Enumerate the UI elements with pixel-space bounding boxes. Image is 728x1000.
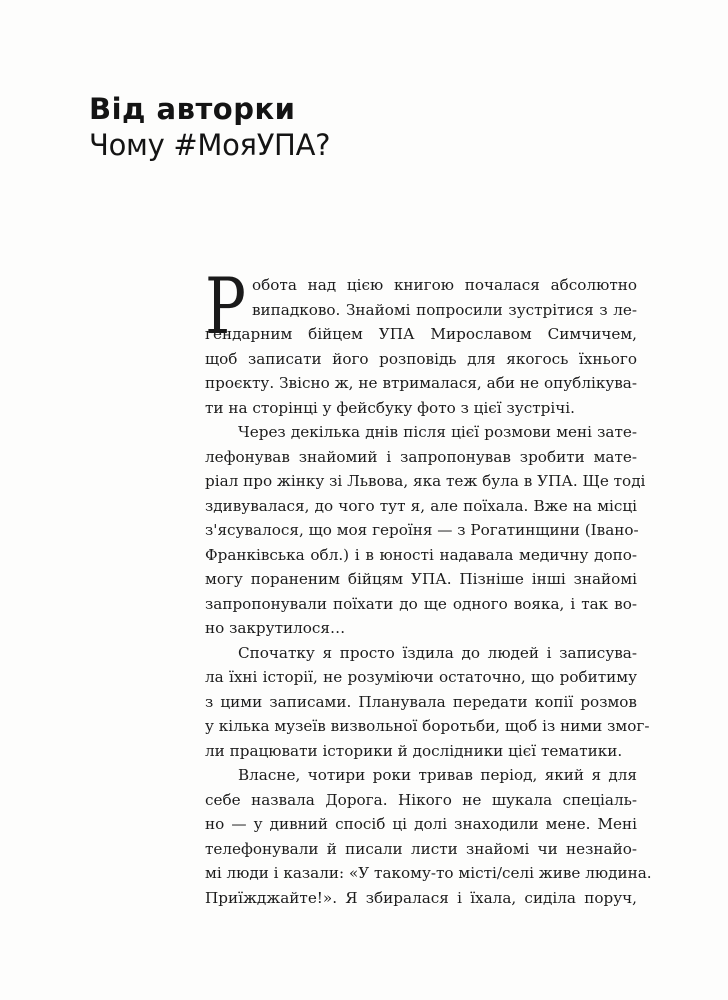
text-line: но закрутилося…: [205, 619, 346, 637]
text-line: обота над цією книгою почалася абсолютно: [252, 276, 637, 294]
text-line: но — у дивний спосіб ці долі знаходили мене. Мені: [205, 815, 637, 833]
drop-cap: Р: [205, 262, 246, 352]
text-line: ти на сторінці у фейсбуку фото з цієї зустрічі.: [205, 398, 575, 417]
text-line: ріал про жінку зі Львова, яка теж була в УПА. Ще тоді: [205, 472, 646, 490]
chapter-title: Чому #МояУПА?: [89, 128, 331, 162]
heading-block: [89, 92, 489, 164]
text-line: здивувалася, до чого тут я, але поїхала. Вже на місці: [205, 496, 637, 515]
text-line: могу пораненим бійцям УПА. Пізніше інші знайомі: [205, 570, 637, 588]
text-line: з цими записами. Планувала передати копії розмов: [205, 692, 637, 711]
text-line: проєкту. Звісно ж, не втрималася, аби не опублікува-: [205, 374, 637, 392]
section-label: Від авторки: [89, 92, 296, 126]
text-line: себе назвала Дорога. Нікого не шукала спеціаль-: [205, 790, 637, 809]
text-line: у кілька музеїв визвольної боротьби, щоб із ними змог-: [205, 717, 650, 735]
text-line: ла їхні історії, не розуміючи остаточно, що робитиму: [205, 668, 637, 686]
text-line: телефонували й писали листи знайомі чи незнайо-: [205, 839, 637, 858]
text-line: запропонували поїхати до ще одного вояка, і так во-: [205, 594, 637, 613]
body-text: [205, 262, 652, 910]
text-line: Приїжджайте!». Я збиралася і їхала, сиділа поруч,: [205, 888, 637, 907]
text-line: випадково. Знайомі попросили зустрітися з ле-: [252, 300, 637, 319]
text-line: лефонував знайомий і запропонував зробити мате-: [205, 447, 637, 466]
text-line: Власне, чотири роки тривав період, який я для: [238, 766, 637, 784]
text-line: Спочатку я просто їздила до людей і записува-: [238, 643, 637, 662]
text-line: мі люди і казали: «У такому-то місті/селі живе людина.: [205, 864, 652, 882]
text-line: з'ясувалося, що моя героїня — з Рогатинщини (Івано-: [205, 521, 639, 539]
text-line: Через декілька днів після цієї розмови мені зате-: [238, 423, 637, 441]
text-line: Франківська обл.) і в юності надавала медичну допо-: [205, 545, 637, 564]
text-line: гендарним бійцем УПА Мирославом Симчичем,: [205, 325, 637, 343]
text-line: щоб записати його розповідь для якогось їхнього: [205, 349, 637, 368]
text-line: ли працювати історики й дослідники цієї тематики.: [205, 741, 623, 760]
